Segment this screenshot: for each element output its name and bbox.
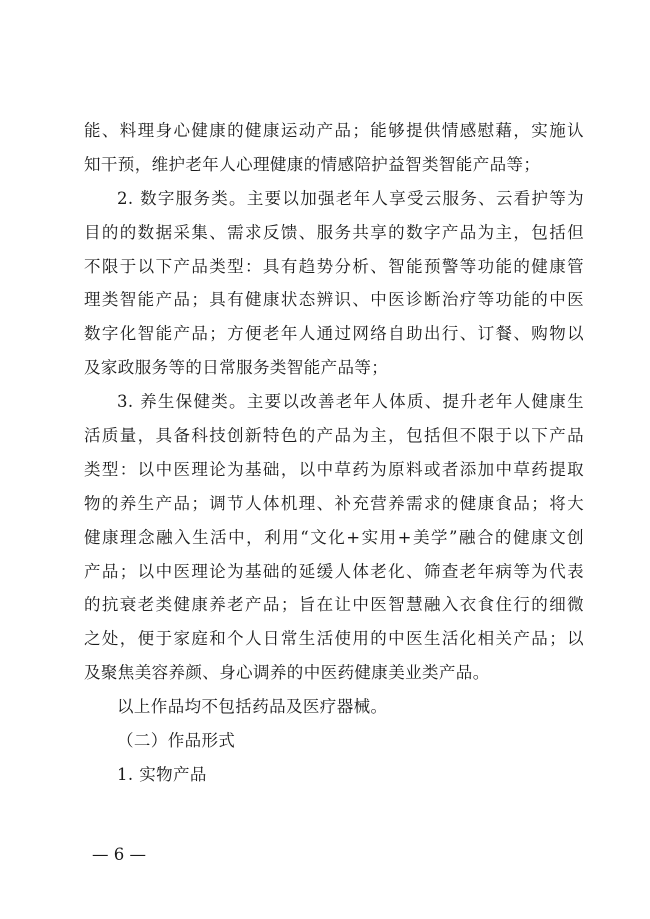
- subsection-heading: 1. 实物产品: [117, 764, 207, 784]
- text-line: 不限于以下产品类型：具有趋势分析、智能预警等功能的健康管: [84, 256, 584, 276]
- text-line: 知干预，维护老年人心理健康的情感陪护益智类智能产品等；: [84, 154, 541, 174]
- text-line: 物的养生产品；调节人体机理、补充营养需求的健康食品；将大: [84, 493, 584, 513]
- text-line: 健康理念融入生活中，利用“文化+实用+美学”融合的健康文创: [84, 527, 584, 547]
- text-line: 之处，便于家庭和个人日常生活使用的中医生活化相关产品；以: [84, 629, 584, 649]
- text-line: 的抗衰老类健康养老产品；旨在让中医智慧融入衣食住行的细微: [84, 595, 584, 615]
- text-line: 以上作品均不包括药品及医疗器械。: [117, 697, 388, 717]
- section-heading: （二）作品形式: [117, 731, 236, 751]
- text-line: 2. 数字服务类。主要以加强老年人享受云服务、云看护等为: [117, 188, 584, 208]
- text-line: 及聚焦美容养颜、身心调养的中医药健康美业类产品。: [84, 663, 490, 683]
- body-text: [84, 114, 584, 792]
- text-line: 产品；以中医理论为基础的延缓人体老化、筛查老年病等为代表: [84, 561, 584, 581]
- text-line: 及家政服务等的日常服务类智能产品等；: [84, 358, 389, 378]
- page-number: — 6 —: [92, 845, 146, 864]
- text-line: 活质量，具备科技创新特色的产品为主，包括但不限于以下产品: [84, 426, 584, 446]
- text-line: 数字化智能产品；方便老年人通过网络自助出行、订餐、购物以: [84, 324, 584, 344]
- text-line: 类型：以中医理论为基础，以中草药为原料或者添加中草药提取: [84, 459, 584, 479]
- text-line: 能、料理身心健康的健康运动产品；能够提供情感慰藉，实施认: [84, 121, 584, 140]
- text-line: 目的的数据采集、需求反馈、服务共享的数字产品为主，包括但: [84, 222, 584, 242]
- text-line: 理类智能产品；具有健康状态辨识、中医诊断治疗等功能的中医: [84, 290, 584, 310]
- text-line: 3. 养生保健类。主要以改善老年人体质、提升老年人健康生: [117, 392, 584, 412]
